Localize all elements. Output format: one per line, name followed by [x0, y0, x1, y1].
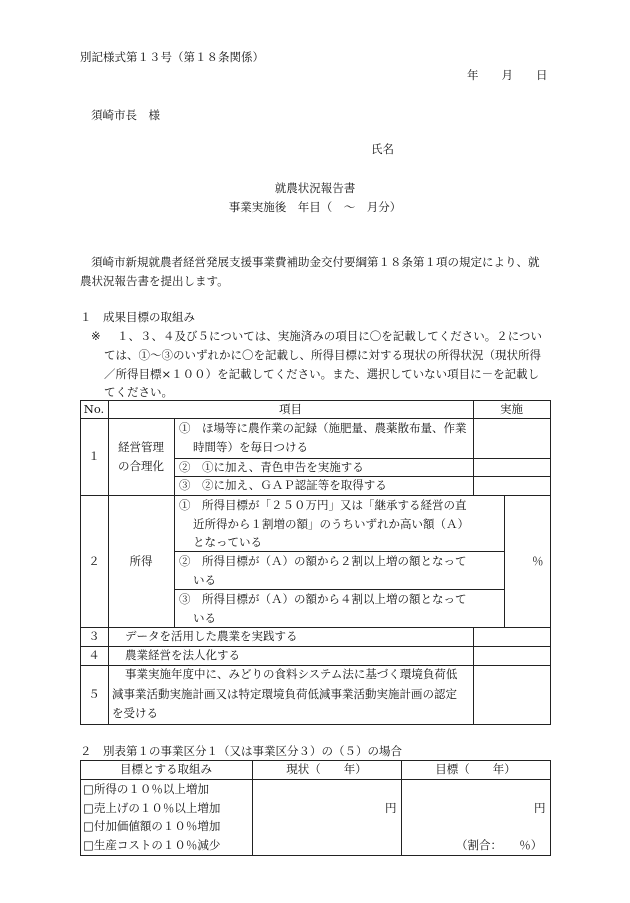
col-header-target: 目標（ 年） [435, 762, 516, 776]
row1-category-line2: の合理化 [118, 459, 164, 473]
note-line-2: ては、①～③のいずれかに〇を記載し、所得目標に対する現状の所得状況（現状所得 [104, 348, 541, 362]
row2-item1-line3: となっている [193, 535, 262, 549]
row2-category: 所得 [129, 554, 153, 568]
row2-item3-line1: ③ 所得目標が（Ａ）の額から４割以上増の額となって [179, 592, 467, 606]
row1-category-line1: 経営管理 [118, 440, 164, 454]
ratio-field: （割合： ％） [456, 838, 543, 852]
intro-line-1: 須崎市新規就農者経営発展支援事業費補助金交付要綱第１８条第１項の規定により、就 [91, 255, 540, 269]
row2-percent-unit: ％ [532, 554, 544, 568]
row1-no: １ [88, 449, 100, 463]
row2-item2-line1: ② 所得目標が（Ａ）の額から２割以上増の額となって [179, 554, 467, 568]
col-header-done: 実施 [500, 402, 523, 416]
date-line: 年 月 日 [467, 68, 548, 82]
col-header-item: 項目 [279, 402, 302, 416]
note-line-1: １、３、４及び５については、実施済みの項目に〇を記載してください。２につい [117, 329, 543, 343]
target-yen-unit: 円 [534, 801, 546, 815]
section2-heading: ２ 別表第１の事業区分１（又は事業区分３）の（５）の場合 [80, 744, 402, 758]
row5-line3: を受ける [112, 706, 158, 720]
section1-heading: １ 成果目標の取組み [80, 310, 195, 324]
form-number: 別記様式第１３号（第１８条関係） [80, 50, 264, 64]
row4-no: ４ [88, 648, 100, 662]
col-header-goal: 目標とする取組み [120, 762, 212, 776]
note-line-3: ／所得目標×１００）を記載してください。また、選択していない項目に－を記載し [104, 367, 540, 381]
col-header-current: 現状（ 年） [286, 762, 367, 776]
document-subtitle: 事業実施後 年目（ ～ 月分） [228, 200, 402, 214]
note-mark: ※ [91, 329, 101, 343]
row3-text: データを活用した農業を実践する [125, 629, 298, 643]
row2-item1-line1: ① 所得目標が「２５０万円」又は「継承する経営の直 [179, 498, 467, 512]
row5-line1: 事業実施年度中に、みどりの食料システム法に基づく環境負荷低 [125, 667, 458, 681]
row5-no: ５ [88, 687, 100, 701]
checkbox-sales-increase[interactable]: □売上げの１０％以上増加 [83, 801, 221, 815]
checkbox-value-added-increase[interactable]: □付加価値額の１０％増加 [83, 819, 221, 833]
checkbox-cost-reduction[interactable]: □生産コストの１０％減少 [83, 838, 221, 852]
note-line-4: てください。 [104, 385, 173, 399]
name-label: 氏名 [371, 142, 394, 156]
intro-line-2: 農状況報告書を提出します。 [80, 274, 229, 288]
addressee: 須崎市長 様 [91, 108, 160, 122]
row4-text: 農業経営を法人化する [125, 648, 240, 662]
row1-item1-line1: ① ほ場等に農作業の記録（施肥量、農薬散布量、作業 [179, 421, 467, 435]
row2-no: ２ [88, 554, 100, 568]
col-header-no: No. [83, 402, 105, 416]
row2-item3-line2: いる [193, 611, 216, 625]
row1-item1-line2: 時間等）を毎日つける [193, 440, 308, 454]
row2-item2-line2: いる [193, 573, 216, 587]
document-title: 就農状況報告書 [274, 181, 356, 195]
row1-item2: ② ①に加え、青色申告を実施する [179, 460, 364, 474]
checkbox-income-increase[interactable]: □所得の１０％以上増加 [83, 782, 209, 796]
row5-line2: 減事業活動実施計画又は特定環境負荷低減事業活動実施計画の認定 [112, 687, 457, 701]
row3-no: ３ [88, 629, 100, 643]
row1-item3: ③ ②に加え、ＧＡＰ認証等を取得する [179, 478, 387, 492]
row2-item1-line2: 近所得から１割増の額」のうちいずれか高い額（Ａ） [193, 517, 469, 531]
current-yen-unit: 円 [385, 801, 397, 815]
